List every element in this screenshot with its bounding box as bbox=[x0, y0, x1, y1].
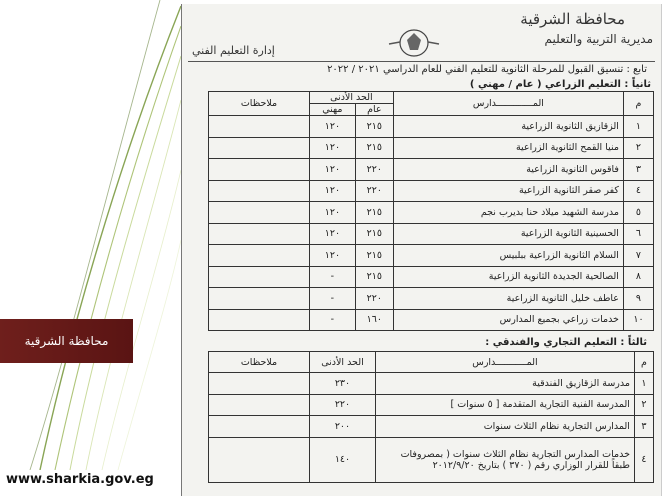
vocational-limit: ١٢٠ bbox=[310, 116, 356, 138]
remarks-cell bbox=[209, 394, 310, 416]
table-row bbox=[209, 373, 654, 395]
vocational-limit: - bbox=[310, 288, 356, 310]
remarks-cell bbox=[209, 137, 310, 159]
vocational-limit: - bbox=[310, 309, 356, 331]
general-limit: ٢١٥ bbox=[355, 116, 393, 138]
general-limit: ٢١٥ bbox=[355, 202, 393, 224]
scanned-document bbox=[181, 4, 662, 496]
vocational-limit: ١٢٠ bbox=[310, 245, 356, 267]
col-remarks-header: ملاحظات bbox=[209, 92, 310, 116]
school-name: المدارس التجارية نظام الثلاث سنوات bbox=[375, 416, 634, 438]
min-limit: ٢٣٠ bbox=[310, 373, 376, 395]
remarks-cell bbox=[209, 202, 310, 224]
table-row bbox=[209, 159, 654, 181]
table-row bbox=[209, 180, 654, 202]
school-name: عاطف خليل الثانوية الزراعية bbox=[393, 288, 623, 310]
directorate-name: مديرية التربية والتعليم bbox=[544, 32, 653, 46]
governorate-name: محافظة الشرقية bbox=[520, 10, 625, 28]
school-name: منيا القمح الثانوية الزراعية bbox=[393, 137, 623, 159]
decorative-swoosh-lines bbox=[0, 0, 181, 470]
school-name: السلام الثانوية الزراعية ببلبيس bbox=[393, 245, 623, 267]
row-num: ١ bbox=[623, 116, 653, 138]
emblem-icon bbox=[387, 28, 441, 58]
school-name: الحسينية الثانوية الزراعية bbox=[393, 223, 623, 245]
row-num: ٦ bbox=[623, 223, 653, 245]
vocational-limit: ١٢٠ bbox=[310, 137, 356, 159]
row-num: ٨ bbox=[623, 266, 653, 288]
school-name: الصالحية الجديدة الثانوية الزراعية bbox=[393, 266, 623, 288]
school-name: المدرسة الفنية التجارية المتقدمة [ ٥ سنوات ] bbox=[375, 394, 634, 416]
table-row bbox=[209, 394, 654, 416]
remarks-cell bbox=[209, 266, 310, 288]
general-limit: ٢٢٠ bbox=[355, 288, 393, 310]
website-url[interactable]: www.sharkia.gov.eg bbox=[6, 472, 154, 487]
vocational-limit: ١٢٠ bbox=[310, 180, 356, 202]
general-limit: ٢١٥ bbox=[355, 137, 393, 159]
table-row bbox=[209, 137, 654, 159]
governorate-label-banner bbox=[0, 319, 133, 363]
table-row bbox=[209, 288, 654, 310]
commercial-section-title: ثالثاً : التعليم التجاري والفندقي : bbox=[485, 337, 647, 348]
governorate-label-text: محافظة الشرقية bbox=[24, 334, 109, 348]
remarks-cell bbox=[209, 373, 310, 395]
table-row bbox=[209, 223, 654, 245]
col-schools-header: المـــــــــــدارس bbox=[375, 352, 634, 373]
row-num: ١ bbox=[634, 373, 653, 395]
general-limit: ٢٢٠ bbox=[355, 159, 393, 181]
vocational-limit: ١٢٠ bbox=[310, 223, 356, 245]
agricultural-schools-table bbox=[208, 91, 654, 331]
col-num-header: م bbox=[623, 92, 653, 116]
general-limit: ٢١٥ bbox=[355, 245, 393, 267]
row-num: ٧ bbox=[623, 245, 653, 267]
general-limit: ٢١٥ bbox=[355, 223, 393, 245]
table-row bbox=[209, 437, 654, 482]
remarks-cell bbox=[209, 180, 310, 202]
school-name: مدرسة الشهيد ميلاد حنا بديرب نجم bbox=[393, 202, 623, 224]
department-name: إدارة التعليم الفني bbox=[192, 44, 275, 57]
school-name: الزقازيق الثانوية الزراعية bbox=[393, 116, 623, 138]
col-min-limit-header: الحد الأدنى bbox=[310, 92, 394, 104]
header-divider bbox=[188, 61, 655, 62]
vocational-limit: ١٢٠ bbox=[310, 202, 356, 224]
remarks-cell bbox=[209, 437, 310, 482]
general-limit: ١٦٠ bbox=[355, 309, 393, 331]
col-remarks-header: ملاحظات bbox=[209, 352, 310, 373]
remarks-cell bbox=[209, 416, 310, 438]
row-num: ٤ bbox=[623, 180, 653, 202]
school-name: مدرسة الزقازيق الفندقية bbox=[375, 373, 634, 395]
row-num: ١٠ bbox=[623, 309, 653, 331]
min-limit: ١٤٠ bbox=[310, 437, 376, 482]
school-name: كفر صقر الثانوية الزراعية bbox=[393, 180, 623, 202]
remarks-cell bbox=[209, 288, 310, 310]
remarks-cell bbox=[209, 223, 310, 245]
table-row bbox=[209, 245, 654, 267]
school-name: خدمات زراعي بجميع المدارس bbox=[393, 309, 623, 331]
col-schools-header: المـــــــــــــدارس bbox=[393, 92, 623, 116]
row-num: ٤ bbox=[634, 437, 653, 482]
remarks-cell bbox=[209, 159, 310, 181]
table-row bbox=[209, 416, 654, 438]
document-title: تابع : تنسيق القبول للمرحلة الثانوية للتعليم الفني للعام الدراسي ٢٠٢١ / ٢٠٢٢ bbox=[327, 64, 647, 75]
school-name: فاقوس الثانوية الزراعية bbox=[393, 159, 623, 181]
min-limit: ٢٢٠ bbox=[310, 394, 376, 416]
row-num: ٢ bbox=[634, 394, 653, 416]
col-vocational-header: مهني bbox=[310, 104, 356, 116]
table-row bbox=[209, 266, 654, 288]
table-row bbox=[209, 309, 654, 331]
vocational-limit: - bbox=[310, 266, 356, 288]
general-limit: ٢٢٠ bbox=[355, 180, 393, 202]
remarks-cell bbox=[209, 309, 310, 331]
min-limit: ٢٠٠ bbox=[310, 416, 376, 438]
row-num: ٩ bbox=[623, 288, 653, 310]
commercial-schools-table bbox=[208, 351, 654, 483]
vocational-limit: ١٢٠ bbox=[310, 159, 356, 181]
agricultural-section-title: ثانياً : التعليم الزراعي ( عام / مهني ) bbox=[469, 79, 651, 90]
table-row bbox=[209, 202, 654, 224]
general-limit: ٢١٥ bbox=[355, 266, 393, 288]
document-header bbox=[182, 4, 661, 66]
row-num: ٣ bbox=[623, 159, 653, 181]
row-num: ٢ bbox=[623, 137, 653, 159]
remarks-cell bbox=[209, 245, 310, 267]
col-min-limit-header: الحد الأدنى bbox=[310, 352, 376, 373]
col-num-header: م bbox=[634, 352, 653, 373]
school-name: خدمات المدارس التجارية نظام الثلاث سنوات ( بمصروفات طبقاً للقرار الوزاري رقم ( ٣٧٠ ) بتاريخ ٢٠١٢/٩/٢٠ bbox=[375, 437, 634, 482]
col-general-header: عام bbox=[355, 104, 393, 116]
table-row bbox=[209, 116, 654, 138]
remarks-cell bbox=[209, 116, 310, 138]
row-num: ٣ bbox=[634, 416, 653, 438]
row-num: ٥ bbox=[623, 202, 653, 224]
